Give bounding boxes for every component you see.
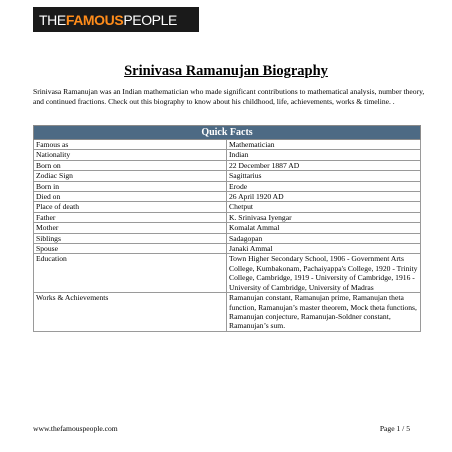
- logo-text-the: THE: [39, 11, 66, 28]
- table-row: [34, 150, 421, 160]
- table-row: [34, 140, 421, 150]
- fact-label: Mother: [34, 223, 227, 233]
- footer-site-url: www.thefamouspeople.com: [33, 424, 118, 433]
- fact-label: Education: [34, 254, 227, 293]
- fact-value: 22 December 1887 AD: [227, 160, 421, 170]
- quick-facts-table: [33, 125, 421, 332]
- page-footer: [33, 424, 410, 433]
- table-row: [34, 223, 421, 233]
- table-row: [34, 244, 421, 254]
- fact-value: Komalat Ammal: [227, 223, 421, 233]
- fact-value: Janaki Ammal: [227, 244, 421, 254]
- table-row: [34, 160, 421, 170]
- fact-value: Mathematician: [227, 140, 421, 150]
- fact-value: Chetput: [227, 202, 421, 212]
- quick-facts-header-row: [34, 126, 421, 140]
- fact-label: Born in: [34, 181, 227, 191]
- table-row: [34, 233, 421, 243]
- table-row: [34, 212, 421, 222]
- logo-text-famous: FAMOUS: [65, 11, 124, 28]
- fact-label: Born on: [34, 160, 227, 170]
- table-row: [34, 192, 421, 202]
- fact-label: Place of death: [34, 202, 227, 212]
- table-row: [34, 254, 421, 293]
- fact-label: Father: [34, 212, 227, 222]
- fact-value: Ramanujan constant, Ramanujan prime, Ramanujan theta function, Ramanujan’s master theorem, Mock theta functions, Ramanujan conjecture, Ramanujan-Soldner constant, Ramanujan’s sum.: [227, 293, 421, 332]
- fact-label: Famous as: [34, 140, 227, 150]
- quick-facts-heading: Quick Facts: [34, 126, 421, 140]
- table-row: [34, 202, 421, 212]
- fact-label: Nationality: [34, 150, 227, 160]
- fact-value: K. Srinivasa Iyengar: [227, 212, 421, 222]
- fact-value: Town Higher Secondary School, 1906 - Government Arts College, Kumbakonam, Pachaiyappa's College, 1920 - Trinity College, Cambridge, 1919 - University of Cambridge, 1916 - University of Cambridge, University of Madras: [227, 254, 421, 293]
- table-row: [34, 181, 421, 191]
- fact-value: Sagittarius: [227, 171, 421, 181]
- footer-page-number: Page 1 / 5: [379, 424, 410, 433]
- table-row: [34, 293, 421, 332]
- fact-label: Spouse: [34, 244, 227, 254]
- fact-label: Died on: [34, 192, 227, 202]
- fact-value: Indian: [227, 150, 421, 160]
- fact-value: Sadagopan: [227, 233, 421, 243]
- site-logo: [33, 7, 199, 32]
- fact-value: Erode: [227, 181, 421, 191]
- table-row: [34, 171, 421, 181]
- fact-label: Siblings: [34, 233, 227, 243]
- intro-paragraph: Srinivasa Ramanujan was an Indian mathematician who made significant contributions to mathematical analysis, number theory, and continued fractions. Check out this biography to know about his childhood, life, achievements, works & timeline. .: [33, 87, 425, 106]
- logo-text-people: PEOPLE: [123, 11, 177, 28]
- page-title: Srinivasa Ramanujan Biography: [124, 63, 328, 79]
- fact-label: Zodiac Sign: [34, 171, 227, 181]
- fact-value: 26 April 1920 AD: [227, 192, 421, 202]
- fact-label: Works & Achievements: [34, 293, 227, 332]
